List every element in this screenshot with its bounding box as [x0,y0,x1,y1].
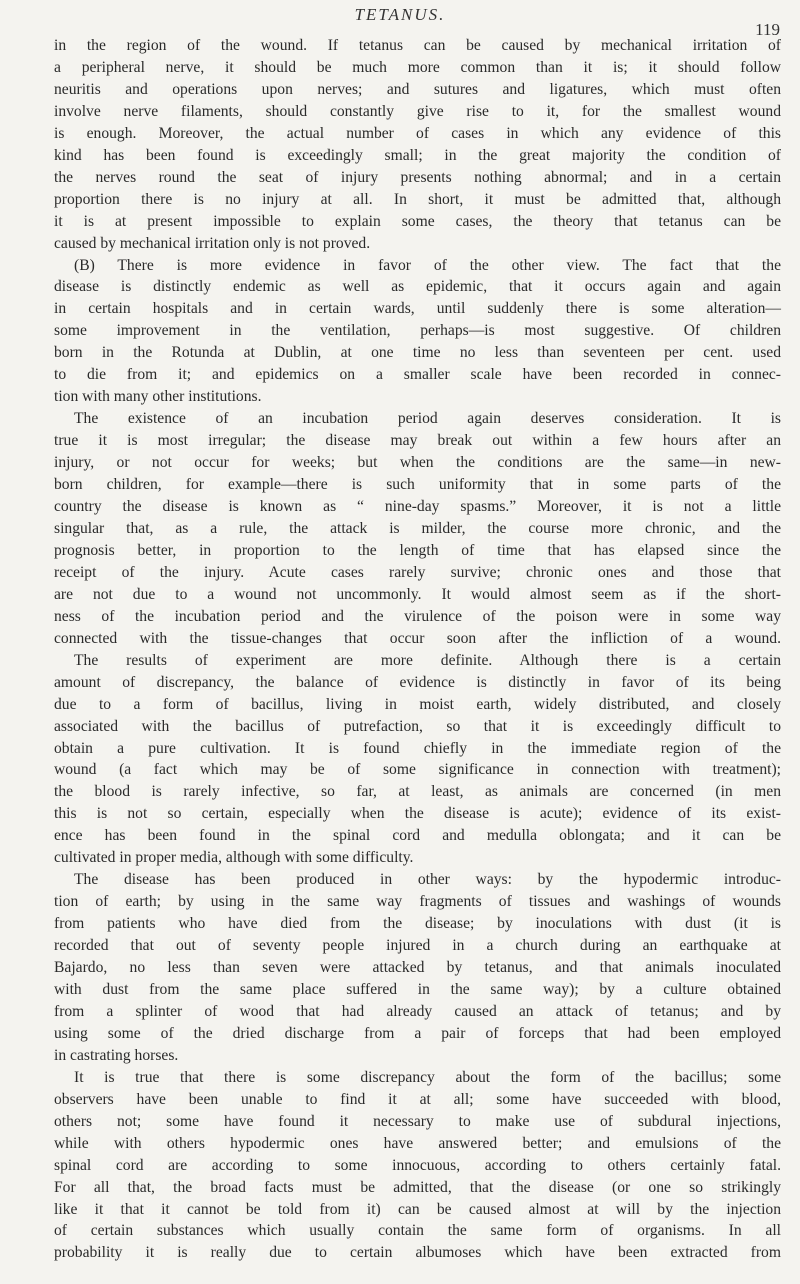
text-line: receipt of the injury. Acute cases rarely survive; chronic ones and those that [54,563,781,581]
text-line: amount of discrepancy, the balance of evidence is distinctly in favor of its being [54,673,781,691]
text-line: from a splinter of wood that had already caused an attack of tetanus; and by [54,1002,781,1020]
text-line: injury, or not occur for weeks; but when the conditions are the same—in new- [54,454,781,472]
text-line: proportion there is no injury at all. In short, it must be admitted that, although [54,190,781,208]
text-line: disease is distinctly endemic as well as epidemic, that it occurs again and again [54,278,781,296]
page-number: 119 [755,20,780,39]
text-line: The results of experiment are more definite. Although there is a certain [74,651,781,669]
text-line: this is not so certain, especially when the disease is acute); evidence of its exist- [54,805,781,823]
text-line: spinal cord are according to some innocuous, according to others certainly fatal. [54,1156,781,1174]
text-line: For all that, the broad facts must be admitted, that the disease (or one so strikingly [54,1178,781,1196]
text-line: kind has been found is exceedingly small; in the great majority the condition of [54,146,781,164]
text-line: are not due to a wound not uncommonly. It would almost seem as if the short- [54,585,781,603]
text-line: true it is most irregular; the disease may break out within a few hours after an [54,432,781,450]
text-line: to die from it; and epidemics on a smaller scale have been recorded in connec- [54,366,781,384]
text-line: prognosis better, in proportion to the length of time that has elapsed since the [54,541,781,559]
text-line: from patients who have died from the disease; by inoculations with dust (it is [54,915,781,933]
text-line: while with others hypodermic ones have answered better; and emulsions of the [54,1134,781,1152]
text-line: it is at present impossible to explain some cases, the theory that tetanus can be [54,212,781,230]
text-line: involve nerve filaments, should constantly give rise to it, for the smallest wound [54,102,781,120]
text-line: the nerves round the seat of injury presents nothing abnormal; and in a certain [54,168,781,186]
text-line: observers have been unable to find it at all; some have succeeded with blood, [54,1090,781,1108]
text-line: obtain a pure cultivation. It is found chiefly in the immediate region of the [54,739,781,757]
text-line: a peripheral nerve, it should be much more common than it is; it should follow [54,58,781,76]
text-line: born children, for example—there is such uniformity that in some parts of the [54,476,781,494]
running-title: TETANUS. [354,5,446,24]
text-line: cultivated in proper media, although with some difficulty. [54,849,414,867]
text-line: tion of earth; by using in the same way fragments of tissues and washings of wounds [54,893,781,911]
text-line: It is true that there is some discrepancy about the form of the bacillus; some [74,1068,781,1086]
text-line: of certain substances which usually contain the same form of organisms. In all [54,1222,781,1240]
text-line: The existence of an incubation period again deserves consideration. It is [74,410,781,428]
text-line: using some of the dried discharge from a pair of forceps that had been employed [54,1024,781,1042]
text-line: ness of the incubation period and the virulence of the poison were in some way [54,607,781,625]
text-line: Bajardo, no less than seven were attacked by tetanus, and that animals inoculated [54,959,781,977]
text-line: in the region of the wound. If tetanus can be caused by mechanical irritation of [54,37,781,54]
text-line: The disease has been produced in other ways: by the hypodermic introduc- [74,871,781,889]
text-line: (B) There is more evidence in favor of the other view. The fact that the [74,256,781,274]
text-line: tion with many other institutions. [54,388,262,406]
text-line: some improvement in the ventilation, perhaps—is most suggestive. Of children [54,322,781,340]
text-line: associated with the bacillus of putrefaction, so that it is exceedingly difficult to [54,717,781,735]
text-line: born in the Rotunda at Dublin, at one time no less than seventeen per cent. used [54,344,781,362]
text-line: singular that, as a rule, the attack is milder, the course more chronic, and the [54,519,781,537]
text-line: is enough. Moreover, the actual number of cases in which any evidence of this [54,124,781,142]
text-line: neuritis and operations upon nerves; and sutures and ligatures, which must often [54,80,781,98]
text-line: in castrating horses. [54,1046,179,1064]
text-line: country the disease is known as “ nine-day spasms.” Moreover, it is not a little [54,498,781,516]
text-line: wound (a fact which may be of some significance in connection with treatment); [54,761,781,779]
text-line: caused by mechanical irritation only is not proved. [54,234,371,252]
body-text [54,35,781,1264]
text-line: with dust from the same place suffered in the same way); by a culture obtained [54,980,781,998]
text-line: the blood is rarely infective, so far, at least, as animals are concerned (in men [54,783,781,801]
text-line: due to a form of bacillus, living in moist earth, widely distributed, and closely [54,695,781,713]
text-line: connected with the tissue-changes that occur soon after the infliction of a wound. [54,629,781,647]
text-line: others not; some have found it necessary to make use of subdural injections, [54,1112,781,1130]
text-line: in certain hospitals and in certain wards, until suddenly there is some alteration— [54,300,781,318]
text-line: ence has been found in the spinal cord and medulla oblongata; and it can be [54,827,781,845]
text-line: recorded that out of seventy people injured in a church during an earthquake at [54,937,781,955]
text-line: like it that it cannot be told from it) can be caused almost at will by the injection [54,1200,781,1218]
text-line: probability it is really due to certain albumoses which have been extracted from [54,1244,781,1262]
